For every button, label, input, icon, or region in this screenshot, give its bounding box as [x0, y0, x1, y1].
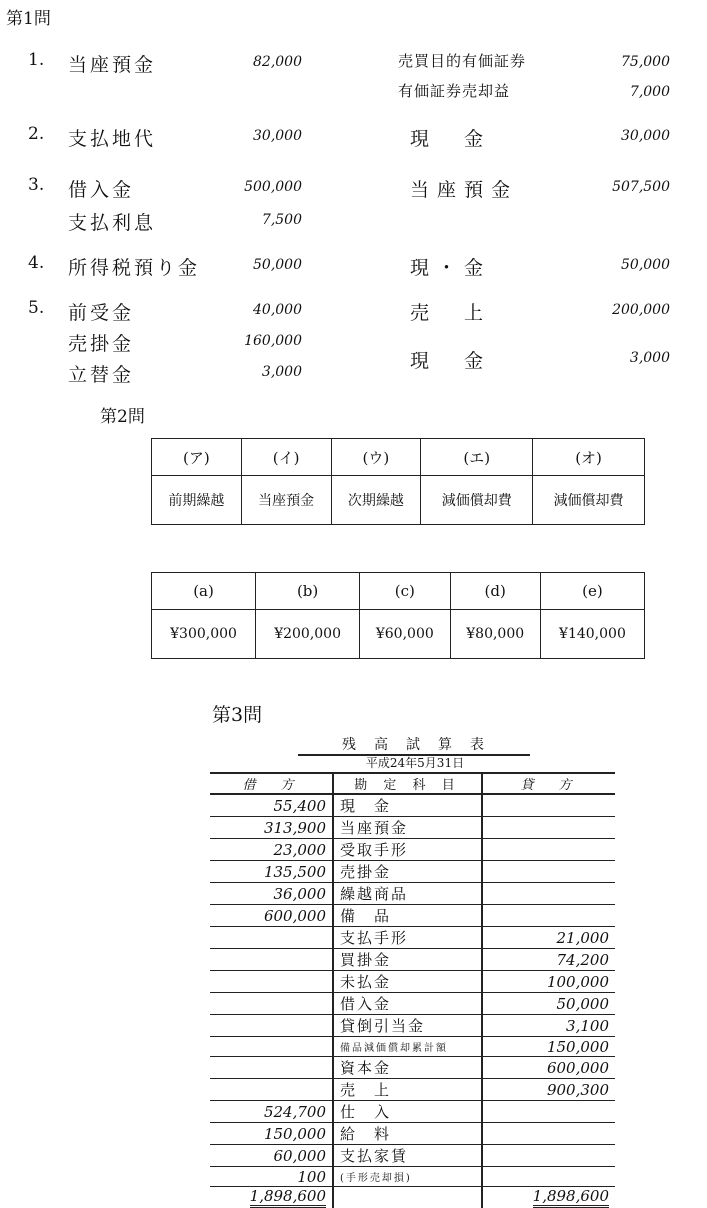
credit-total [482, 1187, 615, 1208]
debit-amount: 36,000 [210, 883, 333, 905]
account-name: 借入金 [333, 993, 482, 1015]
debit-total [210, 1187, 333, 1208]
q3-title: 第3問 [212, 704, 263, 726]
credit-amount: 74,200 [482, 949, 615, 971]
credit-account: 売買目的有価証券 [398, 52, 527, 70]
blank-label: (イ) [241, 439, 331, 476]
debit-amount [210, 1015, 333, 1037]
column-header: 借 方 [210, 773, 333, 794]
debit-amount: 55,400 [210, 794, 333, 817]
table-row [210, 927, 615, 949]
credit-amount: 7,000 [629, 84, 670, 100]
trial-balance-header [210, 773, 615, 794]
answer-term: 前期繰越 [152, 476, 242, 525]
account-name: 現 金 [333, 794, 482, 817]
blank-label: (a) [152, 573, 256, 610]
table-row [210, 949, 615, 971]
table-row [210, 1167, 615, 1187]
trial-balance-table [210, 772, 615, 1208]
answer-amount: ¥200,000 [256, 610, 360, 659]
debit-amount [210, 1057, 333, 1079]
account-name: 繰越商品 [333, 883, 482, 905]
credit-amount: 507,500 [612, 179, 670, 195]
account-name: 資本金 [333, 1057, 482, 1079]
account-name: 売掛金 [333, 861, 482, 883]
blank-label: (ウ) [331, 439, 421, 476]
credit-account: 現 金 [410, 128, 492, 150]
credit-amount [482, 1101, 615, 1123]
debit-account: 売掛金 [68, 333, 135, 355]
debit-account: 前受金 [68, 302, 135, 324]
credit-amount: 50,000 [621, 257, 670, 273]
entry-number: 3. [28, 175, 45, 195]
table-row [210, 1015, 615, 1037]
credit-amount: 30,000 [621, 128, 670, 144]
answer-amount: ¥300,000 [152, 610, 256, 659]
answer-amount: ¥140,000 [540, 610, 644, 659]
credit-amount: 100,000 [482, 971, 615, 993]
debit-account: 立替金 [68, 364, 135, 386]
table-row [210, 905, 615, 927]
debit-amount: 160,000 [244, 333, 302, 349]
table-row [210, 861, 615, 883]
column-header: 勘 定 科 目 [333, 773, 482, 794]
debit-amount: 50,000 [253, 257, 302, 273]
account-name: 備品減価償却累計額 [333, 1037, 482, 1057]
total-spacer [333, 1187, 482, 1208]
debit-amount [210, 971, 333, 993]
q2-title: 第2問 [100, 407, 145, 427]
credit-account: 売 上 [410, 302, 492, 324]
credit-amount: 50,000 [482, 993, 615, 1015]
debit-amount [210, 993, 333, 1015]
credit-amount: 3,000 [629, 350, 670, 366]
entry-number: 4. [28, 253, 45, 273]
credit-amount [482, 905, 615, 927]
debit-amount [210, 927, 333, 949]
column-header: 貸 方 [482, 773, 615, 794]
credit-account: 有価証券売却益 [398, 82, 511, 100]
account-name: 貸倒引当金 [333, 1015, 482, 1037]
credit-amount: 150,000 [482, 1037, 615, 1057]
trial-balance-title: 残 高 試 算 表 [298, 734, 530, 756]
answer-term: 当座預金 [241, 476, 331, 525]
credit-amount [482, 794, 615, 817]
account-name: 受取手形 [333, 839, 482, 861]
debit-total-value: 1,898,600 [250, 1187, 326, 1208]
debit-amount: 40,000 [253, 302, 302, 318]
credit-amount [482, 883, 615, 905]
blank-label: (b) [256, 573, 360, 610]
account-name: 備 品 [333, 905, 482, 927]
account-name: 仕 入 [333, 1101, 482, 1123]
answer-term: 次期繰越 [331, 476, 421, 525]
credit-amount: 600,000 [482, 1057, 615, 1079]
credit-total-value: 1,898,600 [533, 1187, 609, 1208]
account-name: 当座預金 [333, 817, 482, 839]
debit-amount: 135,500 [210, 861, 333, 883]
blank-label: (c) [360, 573, 450, 610]
account-name: (手形売却損) [333, 1167, 482, 1187]
q2-table-1 [151, 438, 645, 525]
table-row [210, 971, 615, 993]
trial-balance-date: 平成24年5月31日 [365, 756, 465, 770]
account-name: 未払金 [333, 971, 482, 993]
debit-account: 借入金 [68, 179, 135, 201]
account-name: 支払家賃 [333, 1145, 482, 1167]
debit-amount: 7,500 [261, 212, 302, 228]
account-name: 給 料 [333, 1123, 482, 1145]
answer-term: 減価償却費 [421, 476, 533, 525]
debit-amount [210, 1079, 333, 1101]
credit-amount: 21,000 [482, 927, 615, 949]
blank-label: (オ) [533, 439, 645, 476]
entry-number: 2. [28, 124, 45, 144]
credit-amount: 3,100 [482, 1015, 615, 1037]
answer-term: 減価償却費 [533, 476, 645, 525]
table-row [210, 1079, 615, 1101]
blank-label: (ア) [152, 439, 242, 476]
table-row [210, 794, 615, 817]
answer-amount: ¥60,000 [360, 610, 450, 659]
credit-amount: 900,300 [482, 1079, 615, 1101]
debit-amount: 150,000 [210, 1123, 333, 1145]
blank-label: (e) [540, 573, 644, 610]
debit-amount: 524,700 [210, 1101, 333, 1123]
account-name: 買掛金 [333, 949, 482, 971]
credit-amount [482, 861, 615, 883]
debit-account: 当座預金 [68, 54, 157, 76]
debit-amount: 500,000 [244, 179, 302, 195]
blank-label: (エ) [421, 439, 533, 476]
debit-amount: 313,900 [210, 817, 333, 839]
debit-amount [210, 949, 333, 971]
debit-amount: 100 [210, 1167, 333, 1187]
debit-account: 支払利息 [68, 212, 157, 234]
debit-amount: 3,000 [261, 364, 302, 380]
answer-amount: ¥80,000 [450, 610, 540, 659]
credit-account: 当座預金 [410, 179, 519, 201]
credit-account: 現 金 [410, 350, 492, 372]
q1-title: 第1問 [6, 9, 51, 29]
entry-number: 1. [28, 50, 45, 70]
total-row [210, 1187, 615, 1208]
debit-amount [210, 1037, 333, 1057]
table-row [210, 1057, 615, 1079]
credit-account: 現・金 [410, 257, 492, 279]
table-row [210, 993, 615, 1015]
entry-number: 5. [28, 298, 45, 318]
credit-amount [482, 817, 615, 839]
debit-amount: 23,000 [210, 839, 333, 861]
credit-amount [482, 1145, 615, 1167]
table-row [210, 817, 615, 839]
table-row [210, 1037, 615, 1057]
debit-amount: 600,000 [210, 905, 333, 927]
debit-amount: 30,000 [253, 128, 302, 144]
account-name: 支払手形 [333, 927, 482, 949]
table-row [210, 1123, 615, 1145]
blank-label: (d) [450, 573, 540, 610]
table-row [210, 883, 615, 905]
credit-amount: 200,000 [612, 302, 670, 318]
credit-amount [482, 1123, 615, 1145]
credit-amount [482, 1167, 615, 1187]
account-name: 売 上 [333, 1079, 482, 1101]
debit-account: 支払地代 [68, 128, 157, 150]
table-row [210, 1145, 615, 1167]
debit-amount: 82,000 [253, 54, 302, 70]
q2-table-2 [151, 572, 645, 659]
credit-amount: 75,000 [621, 54, 670, 70]
table-row [210, 1101, 615, 1123]
debit-account: 所得税預り金 [68, 257, 201, 279]
table-row [210, 839, 615, 861]
debit-amount: 60,000 [210, 1145, 333, 1167]
credit-amount [482, 839, 615, 861]
